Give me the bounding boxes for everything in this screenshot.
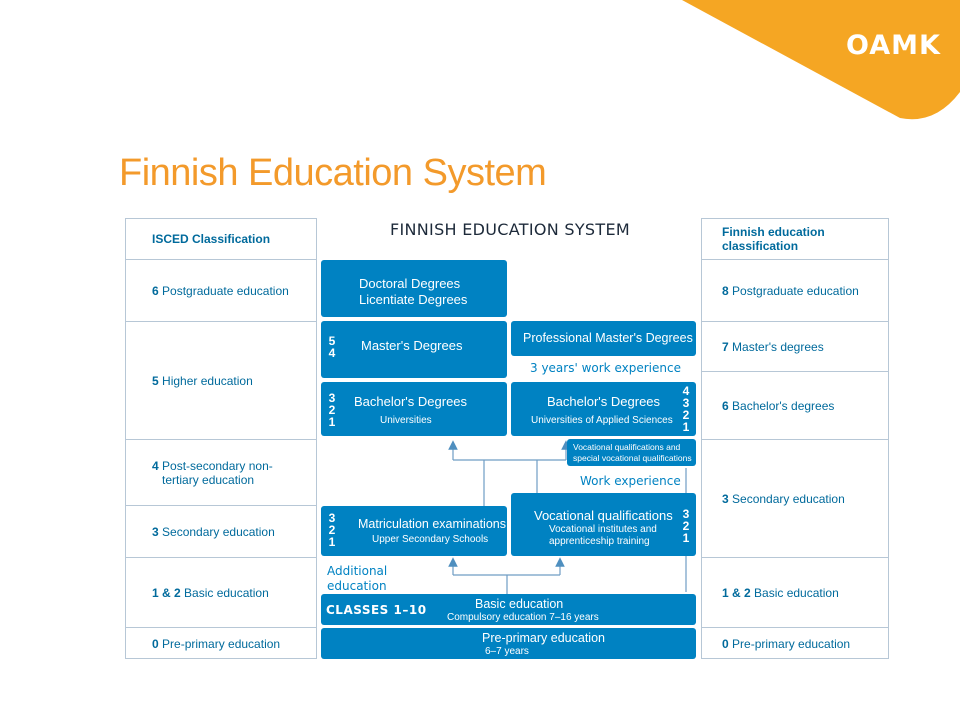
isced-level-6: 6 Postgraduate education <box>126 259 316 321</box>
masters-degrees-box: 5 4 Master's Degrees <box>321 321 507 378</box>
additional-education-note: Additional education <box>327 564 388 593</box>
matriculation-box: 3 2 1 Matriculation examinations Upper Secondary Schools <box>321 506 507 556</box>
diagram-title: FINNISH EDUCATION SYSTEM <box>390 220 630 239</box>
isced-header: ISCED Classification <box>152 232 271 246</box>
professional-masters-box: Professional Master's Degrees <box>511 321 696 356</box>
finnish-level-1-2: 1 & 2 Basic education <box>702 557 888 627</box>
finnish-level-8: 8 Postgraduate education <box>702 259 888 321</box>
work-experience-note: Work experience <box>580 474 681 488</box>
bachelors-uas-box: Bachelor's Degrees Universities of Applied Sciences 4 3 2 1 <box>511 382 696 436</box>
three-years-work-note: 3 years' work experience <box>530 361 681 375</box>
finnish-header: Finnish education classification <box>722 225 825 253</box>
vocational-qualifications-box: Vocational qualifications Vocational institutes and apprenticeship training 3 2 1 <box>511 493 696 556</box>
bachelors-uas-years: 4 3 2 1 <box>682 384 690 434</box>
isced-level-0: 0 Pre-primary education <box>126 627 316 660</box>
isced-level-5: 5 Higher education <box>126 321 316 439</box>
finnish-level-3: 3 Secondary education <box>702 439 888 557</box>
finnish-level-7: 7 Master's degrees <box>702 321 888 371</box>
finnish-level-6: 6 Bachelor's degrees <box>702 371 888 439</box>
doctoral-degrees-box: Doctoral Degrees Licentiate Degrees <box>321 260 507 317</box>
vocational-years: 3 2 1 <box>682 507 690 545</box>
masters-years: 5 4 <box>328 334 336 360</box>
isced-level-1-2: 1 & 2 Basic education <box>126 557 316 627</box>
bachelors-universities-box: 3 2 1 Bachelor's Degrees Universities <box>321 382 507 436</box>
slide-title: Finnish Education System <box>119 152 547 194</box>
finnish-level-0: 0 Pre-primary education <box>702 627 888 660</box>
bachelors-uni-years: 3 2 1 <box>328 391 336 429</box>
isced-level-3: 3 Secondary education <box>126 505 316 557</box>
oamk-logo: OAMK <box>846 30 941 61</box>
pre-primary-education-box: Pre-primary education 6–7 years <box>321 628 696 659</box>
basic-education-box: CLASSES 1–10 Basic education Compulsory education 7–16 years <box>321 594 696 625</box>
vocational-special-box: Vocational qualifications and special vocational qualifications <box>567 439 696 466</box>
isced-level-4: 4 Post-secondary non- tertiary education <box>126 439 316 505</box>
matriculation-years: 3 2 1 <box>328 511 336 549</box>
